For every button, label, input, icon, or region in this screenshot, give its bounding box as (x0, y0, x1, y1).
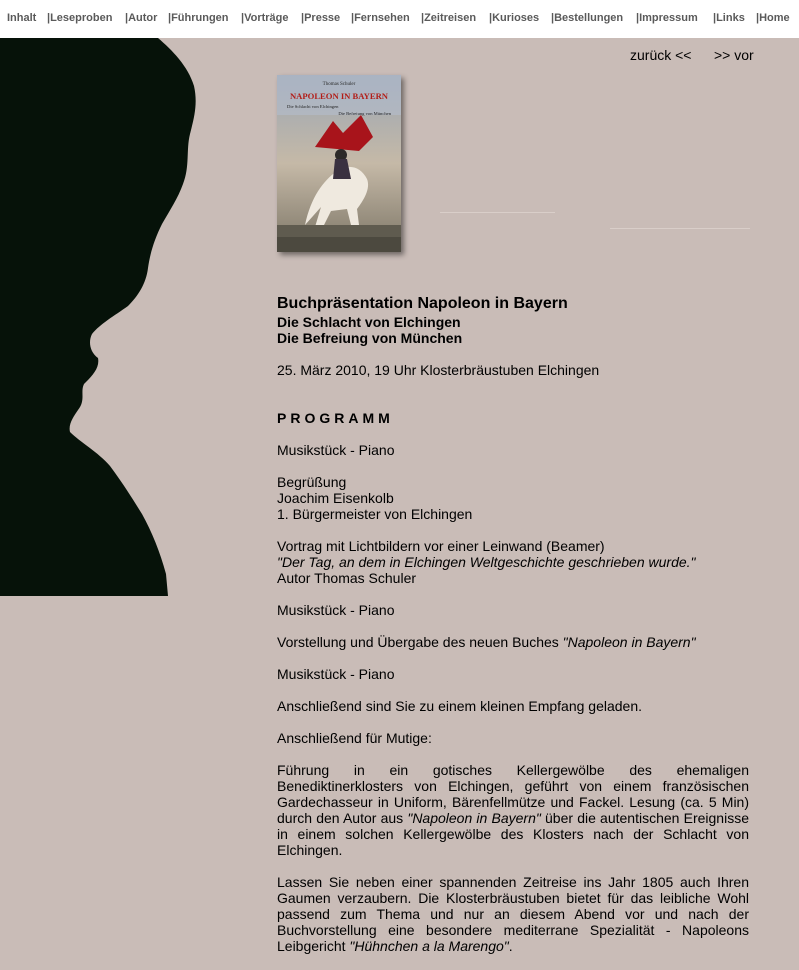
nav-link-leseproben[interactable]: |Leseproben (47, 12, 113, 24)
program-music-1: Musikstück - Piano (277, 442, 395, 458)
presentation-text: Vorstellung und Übergabe des neuen Buches (277, 634, 563, 650)
tour-text: Führung in ein gotisches Kellergewölbe des ehemaligen Benediktinerklosters von Elchingen, geführt von einem französischen Gardechasseur in Uniform, Bärenfellmütze und Fackel. Lesung (ca. 5 Min) durch den Autor aus (277, 762, 749, 826)
program-music-2: Musikstück - Piano (277, 602, 395, 618)
program-tour (277, 762, 749, 858)
forward-link[interactable]: >> vor (714, 47, 754, 63)
nav-link-autor[interactable]: |Autor (125, 12, 158, 24)
dinner-text-end: . (508, 938, 513, 954)
program-brave: Anschließend für Mutige: (277, 730, 432, 746)
profile-silhouette-image (0, 38, 200, 596)
program-greeting-title: Begrüßung (277, 474, 347, 490)
cover-title-text: NAPOLEON IN BAYERN (289, 91, 389, 101)
program-presentation (277, 634, 749, 650)
nav-link-links[interactable]: |Links (713, 12, 745, 24)
program-talk: Vortrag mit Lichtbildern vor einer Leinwand (Beamer) (277, 538, 605, 554)
program-greeting-name: Joachim Eisenkolb (277, 490, 394, 506)
book-cover-image (277, 75, 401, 252)
program-reception: Anschließend sind Sie zu einem kleinen Empfang geladen. (277, 698, 643, 714)
nav-link-home[interactable]: |Home (756, 12, 790, 24)
tour-text-end: über die autentischen Ereignisse in einem solchen Kellergewölbe des Klosters nach der Schlacht von Elchingen. (277, 810, 749, 858)
cover-subtitle-1: Die Schlacht von Elchingen (287, 104, 339, 109)
program-greeting-role: 1. Bürgermeister von Elchingen (277, 506, 473, 522)
cover-subtitle-2: Die Befreiung von München (338, 111, 391, 116)
program-heading: PROGRAMM (277, 410, 394, 426)
nav-link-fuehrungen[interactable]: |Führungen (168, 12, 229, 24)
nav-link-vortraege[interactable]: |Vorträge (241, 12, 289, 24)
nav-link-impressum[interactable]: |Impressum (636, 12, 698, 24)
program-talk-author: Autor Thomas Schuler (277, 570, 417, 586)
nav-link-presse[interactable]: |Presse (301, 12, 341, 24)
nav-link-kurioses[interactable]: |Kurioses (489, 12, 540, 24)
nav-link-bestellungen[interactable]: |Bestellungen (551, 12, 624, 24)
decorative-divider (610, 228, 750, 229)
program-talk-quote: "Der Tag, an dem in Elchingen Weltgeschichte geschrieben wurde." (277, 554, 696, 570)
decorative-divider (440, 212, 555, 213)
event-subtitle-1: Die Schlacht von Elchingen (277, 314, 461, 330)
dinner-dish: "Hühnchen a la Marengo" (349, 938, 509, 954)
event-title: Buchpräsentation Napoleon in Bayern (277, 295, 568, 312)
event-content (277, 294, 749, 970)
program-music-3: Musikstück - Piano (277, 666, 395, 682)
event-date: 25. März 2010, 19 Uhr Klosterbräustuben Elchingen (277, 362, 600, 378)
dinner-text: Lassen Sie neben einer spannenden Zeitreise ins Jahr 1805 auch Ihren Gaumen verzaubern. Die Klosterbräustuben bietet für das leibliche Wohl passend zum Thema und nur an diesem Abend vor und nach der Buchvorstellung eine besondere mediterrane Spezialität - Napoleons Leibgericht (277, 874, 749, 954)
nav-link-zeitreisen[interactable]: |Zeitreisen (421, 12, 477, 24)
top-navigation (0, 0, 799, 38)
nav-link-fernsehen[interactable]: |Fernsehen (351, 12, 410, 24)
cover-author-text: Thomas Schuler (322, 82, 356, 87)
tour-book-title: "Napoleon in Bayern" (407, 810, 541, 826)
presentation-book-title: "Napoleon in Bayern" (562, 634, 696, 650)
event-subtitle-2: Die Befreiung von München (277, 330, 463, 346)
program-dinner (277, 874, 749, 954)
nav-link-inhalt[interactable]: Inhalt (7, 12, 37, 24)
back-link[interactable]: zurück << (630, 47, 692, 63)
